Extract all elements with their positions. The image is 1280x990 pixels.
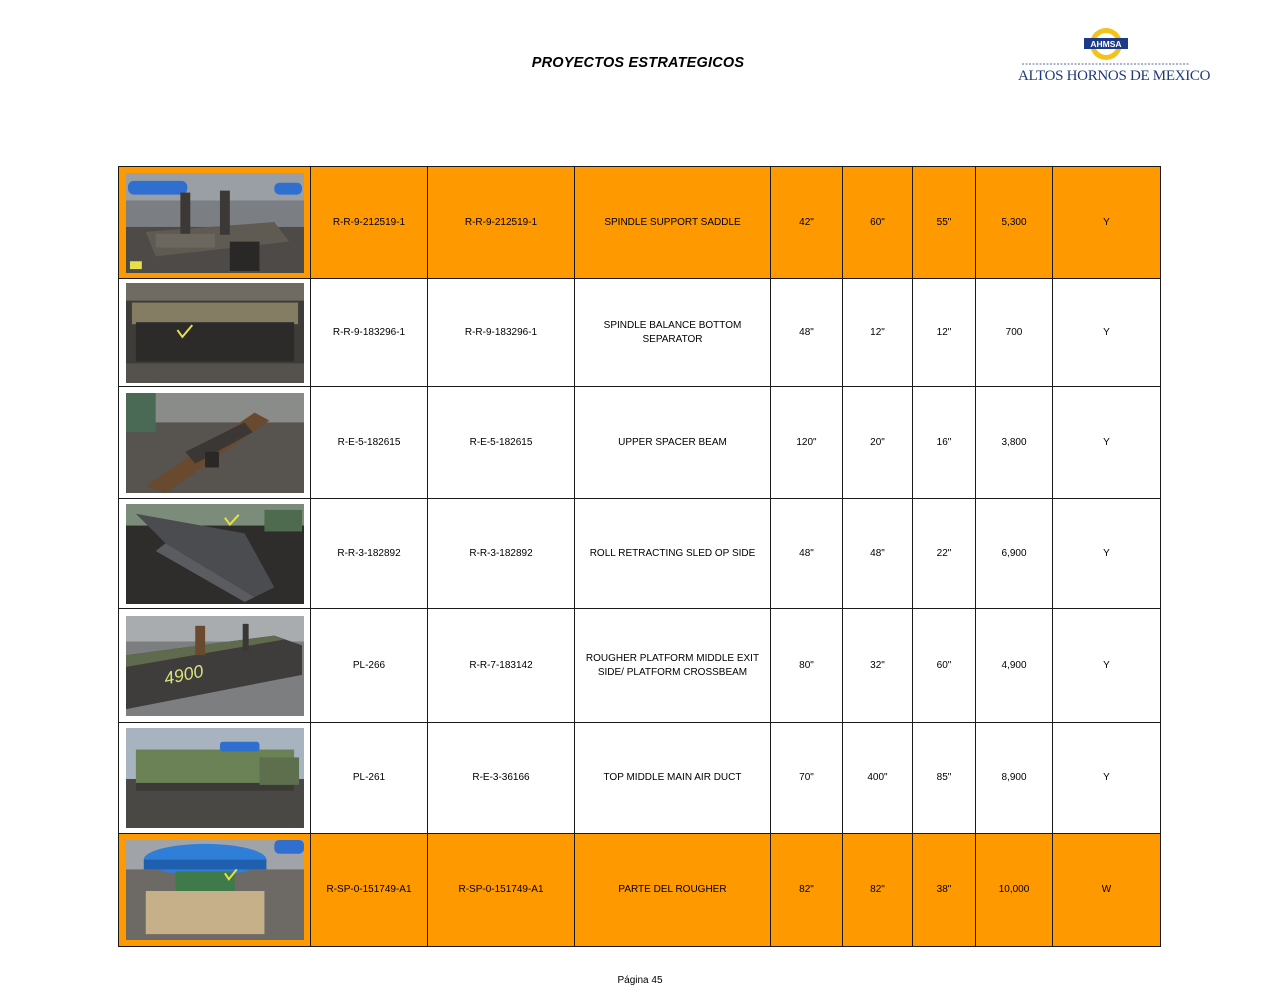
code1-cell: R-R-9-183296-1	[311, 279, 428, 387]
status-flag-cell: Y	[1053, 387, 1161, 499]
dimension1-cell: 82"	[771, 834, 843, 947]
code1-cell: R-R-9-212519-1	[311, 167, 428, 279]
dimension1-cell: 70"	[771, 723, 843, 834]
dimension2-cell: 12"	[843, 279, 913, 387]
table-row	[119, 723, 1161, 834]
page-number: Página 45	[617, 975, 663, 986]
description-cell: ROUGHER PLATFORM MIDDLE EXIT SIDE/ PLATFORM CROSSBEAM	[575, 609, 771, 723]
dimension1-cell: 120"	[771, 387, 843, 499]
table-row	[119, 387, 1161, 499]
table-row	[119, 609, 1161, 723]
dimension3-cell: 16"	[913, 387, 976, 499]
description-cell: ROLL RETRACTING SLED OP SIDE	[575, 499, 771, 609]
rougher-platform-photo	[126, 616, 304, 716]
dimension1-cell: 42"	[771, 167, 843, 279]
air-duct-photo	[126, 728, 304, 828]
dimension2-cell: 60"	[843, 167, 913, 279]
code2-cell: R-R-9-212519-1	[428, 167, 575, 279]
photo-cell	[119, 723, 311, 834]
dimension2-cell: 400"	[843, 723, 913, 834]
status-flag-cell: W	[1053, 834, 1161, 947]
dimension3-cell: 55"	[913, 167, 976, 279]
code1-cell: R-R-3-182892	[311, 499, 428, 609]
weight-cell: 6,900	[976, 499, 1053, 609]
code2-cell: R-R-9-183296-1	[428, 279, 575, 387]
weight-cell: 700	[976, 279, 1053, 387]
weight-cell: 10,000	[976, 834, 1053, 947]
code2-cell: R-E-3-36166	[428, 723, 575, 834]
parte-del-rougher-photo	[126, 840, 304, 940]
description-cell: PARTE DEL ROUGHER	[575, 834, 771, 947]
dimension3-cell: 12"	[913, 279, 976, 387]
description-cell: TOP MIDDLE MAIN AIR DUCT	[575, 723, 771, 834]
weight-cell: 8,900	[976, 723, 1053, 834]
weight-cell: 3,800	[976, 387, 1053, 499]
dimension1-cell: 80"	[771, 609, 843, 723]
table-row	[119, 834, 1161, 947]
photo-cell	[119, 609, 311, 723]
dimension1-cell: 48"	[771, 499, 843, 609]
code2-cell: R-SP-0-151749-A1	[428, 834, 575, 947]
photo-cell	[119, 834, 311, 947]
dimension2-cell: 32"	[843, 609, 913, 723]
photo-cell	[119, 167, 311, 279]
code2-cell: R-E-5-182615	[428, 387, 575, 499]
page-title: PROYECTOS ESTRATEGICOS	[531, 55, 745, 71]
code1-cell: R-SP-0-151749-A1	[311, 834, 428, 947]
code2-cell: R-R-7-183142	[428, 609, 575, 723]
status-flag-cell: Y	[1053, 167, 1161, 279]
photo-cell	[119, 387, 311, 499]
dimension2-cell: 20"	[843, 387, 913, 499]
dimension3-cell: 85"	[913, 723, 976, 834]
dimension3-cell: 60"	[913, 609, 976, 723]
table-row	[119, 279, 1161, 387]
spindle-balance-separator-photo	[126, 283, 304, 383]
status-flag-cell: Y	[1053, 279, 1161, 387]
code1-cell: R-E-5-182615	[311, 387, 428, 499]
status-flag-cell: Y	[1053, 499, 1161, 609]
code1-cell: PL-266	[311, 609, 428, 723]
dimension1-cell: 48"	[771, 279, 843, 387]
inventory-table	[118, 166, 1161, 947]
dimension3-cell: 38"	[913, 834, 976, 947]
code1-cell: PL-261	[311, 723, 428, 834]
logo-company-name: ALTOS HORNOS DE MEXICO	[1018, 68, 1211, 84]
photo-cell	[119, 279, 311, 387]
weight-cell: 5,300	[976, 167, 1053, 279]
code2-cell: R-R-3-182892	[428, 499, 575, 609]
dimension2-cell: 82"	[843, 834, 913, 947]
status-flag-cell: Y	[1053, 609, 1161, 723]
logo-badge-text: AHMSA	[1090, 39, 1122, 49]
table-row	[119, 167, 1161, 279]
photo-mark: 4900	[161, 660, 205, 689]
table-row	[119, 499, 1161, 609]
upper-spacer-beam-photo	[126, 393, 304, 493]
description-cell: SPINDLE BALANCE BOTTOM SEPARATOR	[575, 279, 771, 387]
status-flag-cell: Y	[1053, 723, 1161, 834]
dimension2-cell: 48"	[843, 499, 913, 609]
description-cell: UPPER SPACER BEAM	[575, 387, 771, 499]
roll-retracting-sled-photo	[126, 504, 304, 604]
weight-cell: 4,900	[976, 609, 1053, 723]
spindle-support-saddle-photo	[126, 173, 304, 273]
dimension3-cell: 22"	[913, 499, 976, 609]
photo-cell	[119, 499, 311, 609]
description-cell: SPINDLE SUPPORT SADDLE	[575, 167, 771, 279]
